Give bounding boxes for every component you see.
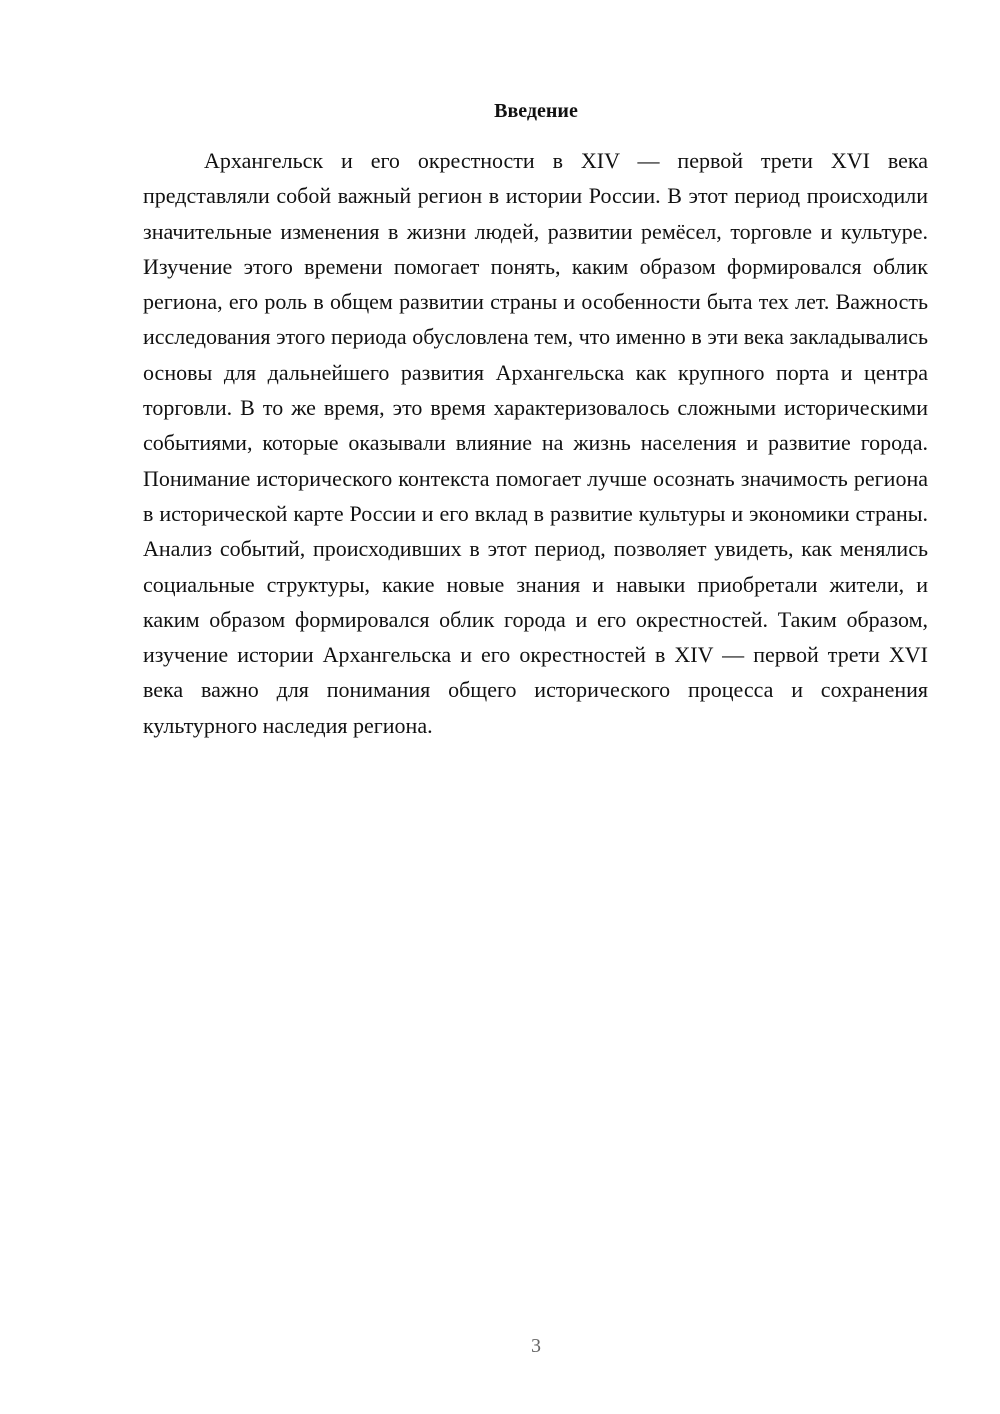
page-number: 3: [531, 1335, 541, 1357]
section-heading: Введение: [494, 100, 578, 122]
body-paragraph: Архангельск и его окрестности в XIV — первой трети XVI века представляли собой важный регион в истории России. В этот период происходили значительные изменения в жизни людей, развитии ремёсел, торговле и культуре. Изучение этого времени помогает понять, каким образом формировался облик региона, его роль в общем развитии страны и особенности быта тех лет. Важность исследования этого периода обусловлена тем, что именно в эти века закладывались основы для дальнейшего развития Архангельска как крупного порта и центра торговли. В то же время, это время характеризовалось сложными историческими событиями, которые оказывали влияние на жизнь населения и развитие города. Понимание исторического контекста помогает лучше осознать значимость региона в исторической карте России и его вклад в развитие культуры и экономики страны. Анализ событий, происходивших в этот период, позволяет увидеть, как менялись социальные структуры, какие новые знания и навыки приобретали жители, и каким образом формировался облик города и его окрестностей. Таким образом, изучение истории Архангельска и его окрестностей в XIV — первой трети XVI века важно для понимания общего исторического процесса и сохранения культурного наследия региона.: [143, 148, 928, 738]
